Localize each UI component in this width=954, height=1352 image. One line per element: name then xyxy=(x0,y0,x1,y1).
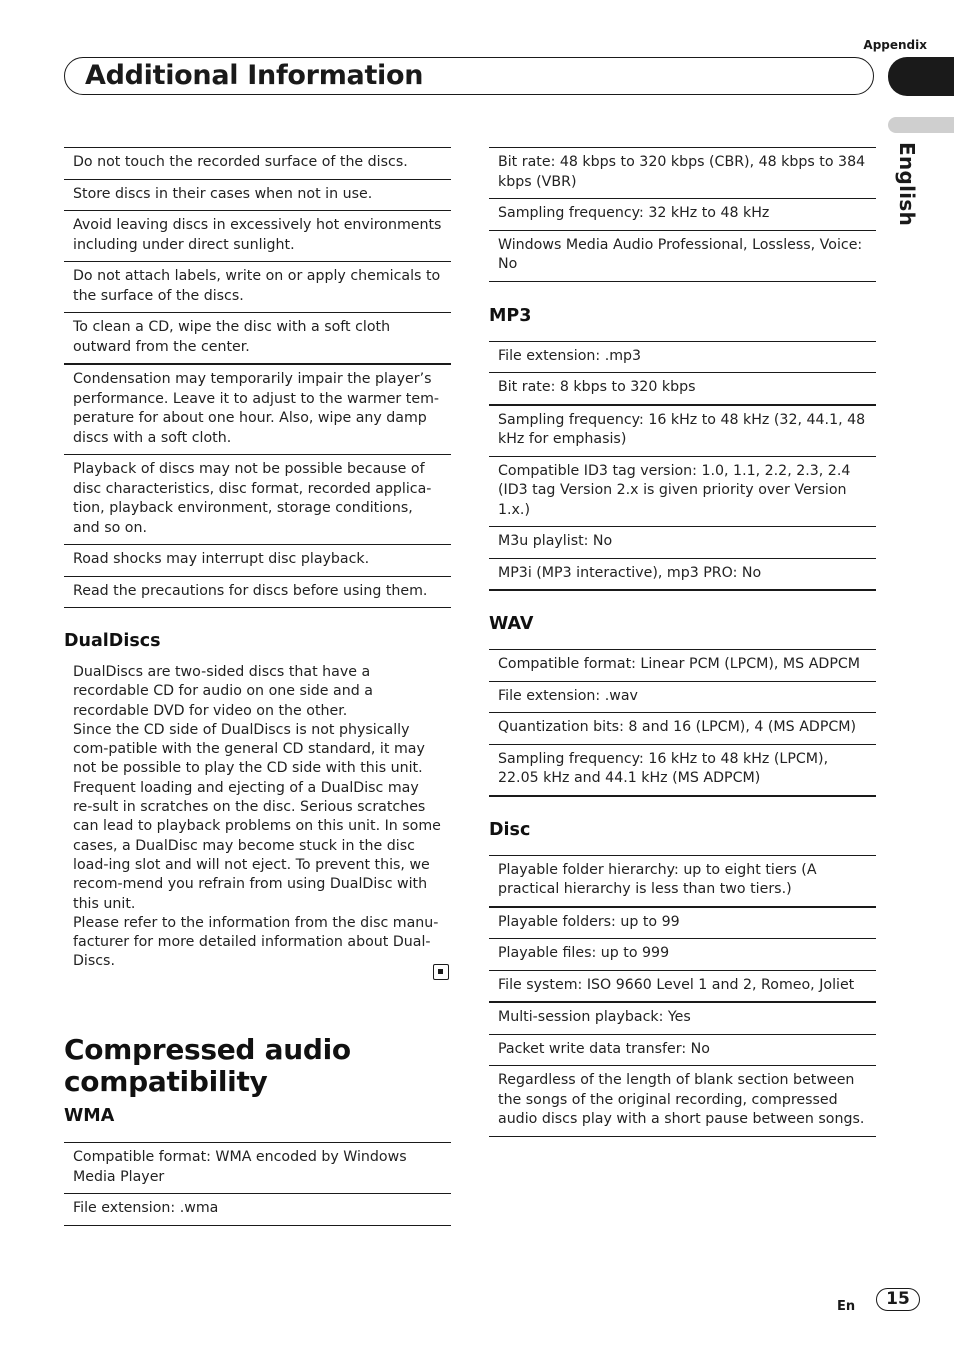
wav-table xyxy=(489,649,876,797)
disc-heading: Disc xyxy=(489,819,531,840)
table-row: Compatible ID3 tag version: 1.0, 1.1, 2.2, 2.3, 2.4 (ID3 tag Version 2.x is given priority over Version 1.x.) xyxy=(489,457,876,528)
table-row: Bit rate: 8 kbps to 320 kbps xyxy=(489,373,876,406)
table-row: File extension: .wav xyxy=(489,682,876,714)
paragraph: Frequent loading and ejecting of a DualDisc may re-sult in scratches on the disc. Serious scratches can lead to playback problems on this unit. In some cases, a DualDisc may become stuck in the disc load-ing slot and will not eject. To prevent this, we recom-mend you refrain from using DualDisc with this unit. xyxy=(73,779,441,912)
table-row: Do not attach labels, write on or apply chemicals to the surface of the discs. xyxy=(64,262,451,313)
wma-heading: WMA xyxy=(64,1106,115,1126)
language-tab-marker xyxy=(888,117,954,133)
section-heading xyxy=(64,1034,451,1098)
table-row: Road shocks may interrupt disc playback. xyxy=(64,545,451,577)
heading-line: compatibility xyxy=(64,1065,268,1098)
compressed-audio-section xyxy=(64,1034,451,1226)
wma-table xyxy=(64,1142,451,1226)
table-row: Packet write data transfer: No xyxy=(489,1035,876,1067)
paragraph: DualDiscs are two-sided discs that have a recordable CD for audio on one side and a recordable DVD for video on the other. xyxy=(73,664,373,719)
page-title: Additional Information xyxy=(85,60,424,91)
table-row: M3u playlist: No xyxy=(489,527,876,559)
table-row: File extension: .mp3 xyxy=(489,342,876,374)
wav-heading: WAV xyxy=(489,614,534,634)
table-row: Condensation may temporarily impair the player’s performance. Leave it to adjust to the warmer tem-perature for about one hour. Also, wipe any damp discs with a soft cloth. xyxy=(64,365,451,455)
dualdiscs-text xyxy=(64,663,451,972)
table-row: Playable files: up to 999 xyxy=(489,939,876,971)
table-row: File system: ISO 9660 Level 1 and 2, Romeo, Joliet xyxy=(489,971,876,1004)
table-row: Sampling frequency: 16 kHz to 48 kHz (LPCM), 22.05 kHz and 44.1 kHz (MS ADPCM) xyxy=(489,745,876,797)
table-row: Avoid leaving discs in excessively hot environments including under direct sunlight. xyxy=(64,211,451,262)
page-number: 15 xyxy=(876,1288,920,1311)
disc-table xyxy=(489,855,876,1137)
table-row: Compatible format: WMA encoded by Windows Media Player xyxy=(64,1143,451,1194)
mp3-table xyxy=(489,341,876,592)
section-title-bar xyxy=(64,57,874,95)
dualdiscs-heading: DualDiscs xyxy=(64,631,161,651)
table-row: Multi-session playback: Yes xyxy=(489,1003,876,1035)
paragraph: Since the CD side of DualDiscs is not physically com-patible with the general CD standard, it may not be possible to play the CD side with this unit. xyxy=(73,721,425,777)
section-end-icon xyxy=(433,964,449,980)
table-row: Sampling frequency: 32 kHz to 48 kHz xyxy=(489,199,876,231)
table-row: To clean a CD, wipe the disc with a soft cloth outward from the center. xyxy=(64,313,451,365)
mp3-heading: MP3 xyxy=(489,305,532,326)
table-row: File extension: .wma xyxy=(64,1194,451,1226)
appendix-label: Appendix xyxy=(863,38,927,52)
table-row: Quantization bits: 8 and 16 (LPCM), 4 (MS ADPCM) xyxy=(489,713,876,745)
language-label: English xyxy=(895,142,919,227)
paragraph: Please refer to the information from the disc manu-facturer for more detailed information about Dual-Discs. xyxy=(73,914,439,970)
table-row: Compatible format: Linear PCM (LPCM), MS ADPCM xyxy=(489,650,876,682)
table-row: Bit rate: 48 kbps to 320 kbps (CBR), 48 kbps to 384 kbps (VBR) xyxy=(489,148,876,199)
table-row: Sampling frequency: 16 kHz to 48 kHz (32, 44.1, 48 kHz for emphasis) xyxy=(489,406,876,457)
table-row: Store discs in their cases when not in use. xyxy=(64,180,451,212)
table-row: Playback of discs may not be possible because of disc characteristics, disc format, recorded applica-tion, playback environment, storage conditions, and so on. xyxy=(64,455,451,545)
wma-table-continued xyxy=(489,147,876,282)
table-row: Do not touch the recorded surface of the discs. xyxy=(64,148,451,180)
right-column xyxy=(489,147,876,1137)
table-row: Regardless of the length of blank section between the songs of the original recording, compressed audio discs play with a short pause between songs. xyxy=(489,1066,876,1137)
left-column xyxy=(64,147,451,972)
footer-language-code: En xyxy=(837,1299,856,1314)
chapter-tab xyxy=(888,57,954,96)
disc-handling-table xyxy=(64,147,451,608)
table-row: Playable folders: up to 99 xyxy=(489,908,876,940)
table-row: Read the precautions for discs before using them. xyxy=(64,577,451,609)
table-row: Playable folder hierarchy: up to eight tiers (A practical hierarchy is less than two tiers.) xyxy=(489,856,876,908)
heading-line: Compressed audio xyxy=(64,1033,351,1066)
table-row: Windows Media Audio Professional, Lossless, Voice: No xyxy=(489,231,876,282)
table-row: MP3i (MP3 interactive), mp3 PRO: No xyxy=(489,559,876,592)
